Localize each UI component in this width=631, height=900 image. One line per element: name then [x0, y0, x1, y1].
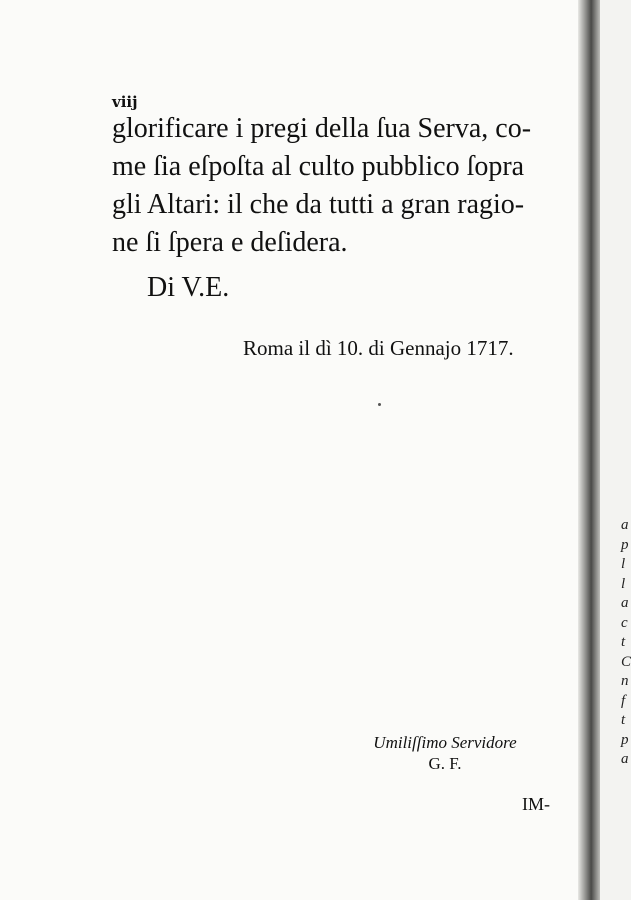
adjacent-letter: t [621, 634, 626, 650]
salutation: Di V.E. [147, 272, 230, 303]
body-text [112, 110, 562, 262]
ink-speck [378, 403, 381, 406]
adjacent-letter: C [621, 653, 631, 670]
body-line: glorificare i pregi della ſua Serva, co- [112, 113, 532, 144]
adjacent-letter: c [621, 614, 628, 631]
signature-block [355, 733, 535, 774]
dateline: Roma il dì 10. di Gennajo 1717. [243, 336, 514, 360]
adjacent-letter: t [621, 712, 626, 728]
adjacent-letter: p [621, 536, 629, 553]
adjacent-letter: l [621, 556, 626, 572]
body-line: gli Altari: il che da tutti a gran ragio- [112, 189, 525, 220]
adjacent-letter: p [621, 731, 629, 748]
adjacent-letter: f [621, 692, 626, 709]
adjacent-letter: n [621, 673, 629, 689]
adjacent-letter: a [621, 751, 629, 767]
body-line: me ſia eſpoſta al culto pubblico ſopra [112, 151, 525, 182]
adjacent-letter: a [621, 595, 629, 611]
signature-title: Umiliſſimo Servidore [373, 733, 517, 752]
book-gutter [578, 0, 600, 900]
adjacent-page-edge [600, 0, 631, 900]
signature-initials: G. F. [428, 754, 462, 773]
adjacent-page-letters [621, 516, 631, 770]
body-line: ne ſi ſpera e deſidera. [112, 227, 348, 258]
page-folio: viij [112, 93, 138, 111]
catchword: IM- [522, 794, 550, 814]
adjacent-letter: l [621, 575, 626, 592]
adjacent-letter: a [621, 517, 629, 533]
